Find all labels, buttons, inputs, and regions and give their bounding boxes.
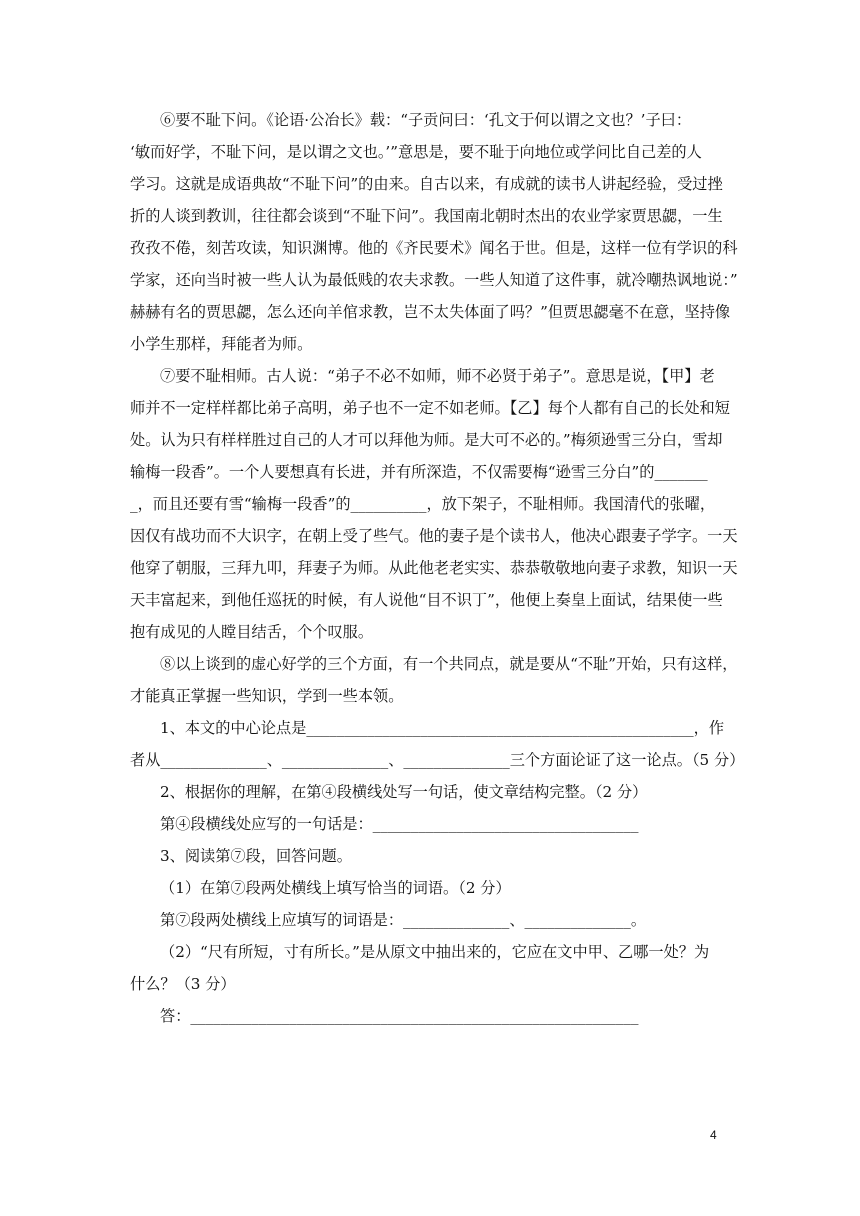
question-2: 2、根据你的理解，在第④段横线处写一句话，使文章结构完整。（2 分） bbox=[160, 783, 648, 801]
paragraph-7-line-1: ⑦要不耻相师。古人说：“弟子不必不如师，师不必贤于弟子”。意思是说，【甲】老 bbox=[160, 367, 715, 385]
paragraph-7-line-9: 抱有成见的人瞠目结舌，个个叹服。 bbox=[130, 623, 373, 641]
question-1-line-2: 者从______________、______________、______________三个方面论证了这一论点。（5 分） bbox=[130, 751, 745, 769]
paragraph-7-line-4: 输梅一段香”。一个人要想真有长进，并有所深造，不仅需要梅“逊雪三分白”的_______ bbox=[130, 463, 708, 481]
paragraph-7-line-6: 因仅有战功而不大识字，在朝上受了些气。他的妻子是个读书人，他决心跟妻子学字。一天 bbox=[130, 527, 738, 545]
question-2-answer-line: 第④段横线处应写的一句话是：___________________________________ bbox=[160, 815, 639, 833]
paragraph-6-line-2: ‘敏而好学，不耻下问，是以谓之文也。’”意思是，要不耻于向地位或学问比自己差的人 bbox=[130, 143, 702, 161]
paragraph-6-line-3: 学习。这就是成语典故“不耻下问”的由来。自古以来，有成就的读书人讲起经验，受过挫 bbox=[130, 175, 723, 193]
paragraph-7-line-2: 师并不一定样样都比弟子高明，弟子也不一定不如老师。【乙】每个人都有自己的长处和短 bbox=[130, 399, 730, 417]
question-3: 3、阅读第⑦段，回答问题。 bbox=[160, 847, 352, 865]
question-3-part-2-line-2: 什么？（3 分） bbox=[130, 975, 236, 993]
paragraph-7-line-8: 天丰富起来，到他任巡抚的时候，有人说他“目不识丁”，他便上奏皇上面试，结果使一些 bbox=[130, 591, 723, 609]
paragraph-6-line-4: 折的人谈到教训，往往都会谈到“不耻下问”。我国南北朝时杰出的农业学家贾思勰，一生 bbox=[130, 207, 723, 225]
paragraph-8-line-2: 才能真正掌握一些知识，学到一些本领。 bbox=[130, 687, 404, 705]
paragraph-7-line-5: _，而且还要有雪“输梅一段香”的__________，放下架子，不耻相师。我国清代的张曜， bbox=[130, 495, 716, 513]
paragraph-8-line-1: ⑧以上谈到的虚心好学的三个方面，有一个共同点，就是要从“不耻”开始，只有这样， bbox=[160, 655, 738, 673]
page-number: 4 bbox=[710, 1128, 717, 1142]
paragraph-7-line-7: 他穿了朝服，三拜九叩，拜妻子为师。从此他老老实实、恭恭敬敬地向妻子求教，知识一天 bbox=[130, 559, 738, 577]
paragraph-6-line-5: 孜孜不倦，刻苦攻读，知识渊博。他的《齐民要术》闻名于世。但是，这样一位有学识的科 bbox=[130, 239, 738, 257]
paragraph-6-line-7: 赫赫有名的贾思勰，怎么还向羊倌求教，岂不太失体面了吗？”但贾思勰毫不在意，坚持像 bbox=[130, 303, 731, 321]
paragraph-6-line-8: 小学生那样，拜能者为师。 bbox=[130, 335, 313, 353]
paragraph-6-line-1: ⑥要不耻下问。《论语·公冶长》载：“子贡问曰：‘孔文于何以谓之文也？’子曰： bbox=[160, 111, 692, 129]
question-3-part-1-answer-line: 第⑦段两处横线上应填写的词语是：______________、______________。 bbox=[160, 911, 646, 929]
question-3-part-2-answer-line: 答：___________________________________________________________ bbox=[160, 1007, 639, 1025]
paragraph-7-line-3: 处。认为只有样样胜过自己的人才可以拜他为师。是大可不必的。”梅须逊雪三分白，雪却 bbox=[130, 431, 723, 449]
paragraph-6-line-6: 学家，还向当时被一些人认为最低贱的农夫求教。一些人知道了这件事，就冷嘲热讽地说：” bbox=[130, 271, 738, 289]
question-1-line-1: 1、本文的中心论点是___________________________________________________，作 bbox=[160, 719, 725, 737]
question-3-part-2-line-1: （2）“尺有所短，寸有所长。”是从原文中抽出来的，它应在文中甲、乙哪一处？为 bbox=[160, 943, 710, 961]
question-3-part-1: （1）在第⑦段两处横线上填写恰当的词语。（2 分） bbox=[160, 879, 511, 897]
